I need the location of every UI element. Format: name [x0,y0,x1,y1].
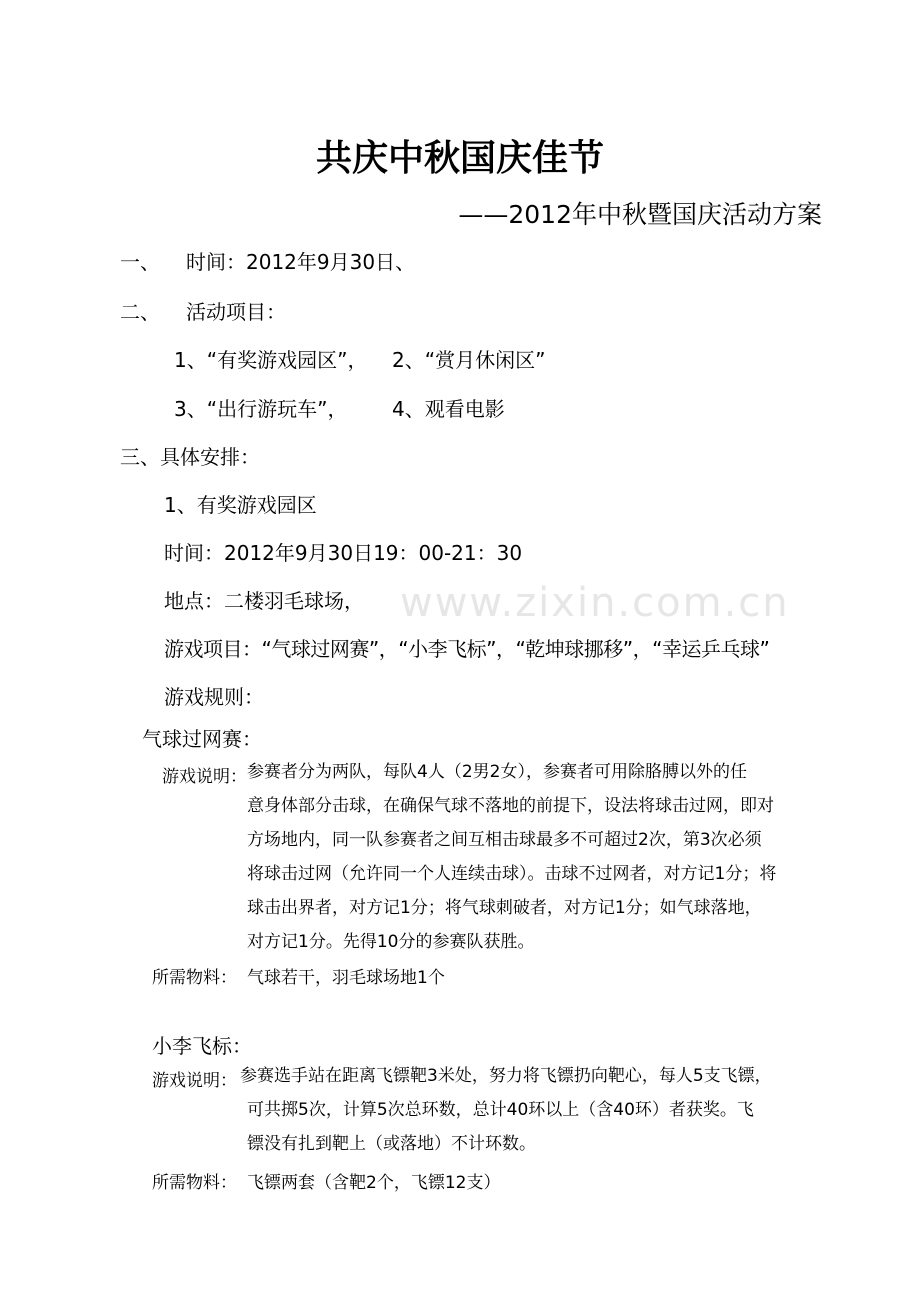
game-2-materials: 飞镖两套（含靶2个，飞镖12支） [247,1173,501,1193]
game-2-desc-line: 参赛选手站在距离飞镖靶3米处，努力将飞镖扔向靶心，每人5支飞镖， [240,1066,772,1086]
game-1-desc-line: 将球击过网（允许同一个人连续击球）。击球不过网者，对方记1分；将 [247,864,777,884]
game-rules-label: 游戏规则： [164,685,264,709]
game-1-materials: 气球若干，羽毛球场地1个 [247,968,445,988]
section-3-heading: 三、具体安排： [120,445,260,469]
game-1-desc-label: 游戏说明： [162,767,247,787]
activity-item-2: 2、“赏月休闲区” [392,348,546,372]
game-1-desc-line: 对方记1分。先得10分的参赛队获胜。 [247,932,535,952]
game-2-description [240,1059,772,1161]
game-list: 游戏项目：“气球过网赛”，“小李飞标”，“乾坤球挪移”，“幸运乒乓球” [164,637,770,661]
game-1-description [247,755,776,959]
section-2-text: 活动项目： [186,300,286,324]
event-time: 时间：2012年9月30日19：00-21：30 [164,541,523,565]
activity-item-3: 3、“出行游玩车”， [174,397,348,421]
game-1-name: 气球过网赛： [142,727,262,751]
section-1-number: 一、 [120,250,160,274]
document-title: 共庆中秋国庆佳节 [315,138,604,179]
game-2-name: 小李飞标： [152,1034,252,1058]
section-1-text: 时间：2012年9月30日、 [186,250,416,274]
game-1-desc-line: 参赛者分为两队，每队4人（2男2女），参赛者可用除胳膊以外的任 [247,762,747,782]
section-2-number: 二、 [120,300,160,324]
subsection-prize-games: 1、有奖游戏园区 [164,493,317,517]
activity-item-4: 4、观看电影 [392,397,505,421]
document-subtitle: ——2012年中秋暨国庆活动方案 [458,200,822,229]
game-2-desc-label: 游戏说明： [152,1071,237,1091]
game-2-desc-line: 可共掷5次，计算5次总环数，总计40环以上（含40环）者获奖。飞 [247,1100,754,1120]
game-2-materials-label: 所需物料： [152,1173,237,1193]
event-place: 地点：二楼羽毛球场， [164,589,364,613]
activity-item-1: 1、“有奖游戏园区”， [174,348,368,372]
game-1-desc-line: 意身体部分击球，在确保气球不落地的前提下，设法将球击过网，即对 [247,796,774,816]
game-1-materials-label: 所需物料： [152,968,237,988]
game-1-desc-line: 方场地内，同一队参赛者之间互相击球最多不可超过2次，第3次必须 [247,830,762,850]
game-2-desc-line: 镖没有扎到靶上（或落地）不计环数。 [247,1134,536,1154]
game-1-desc-line: 球击出界者，对方记1分；将气球刺破者，对方记1分；如气球落地， [247,898,762,918]
watermark: www.zixin.com.cn [400,580,790,626]
